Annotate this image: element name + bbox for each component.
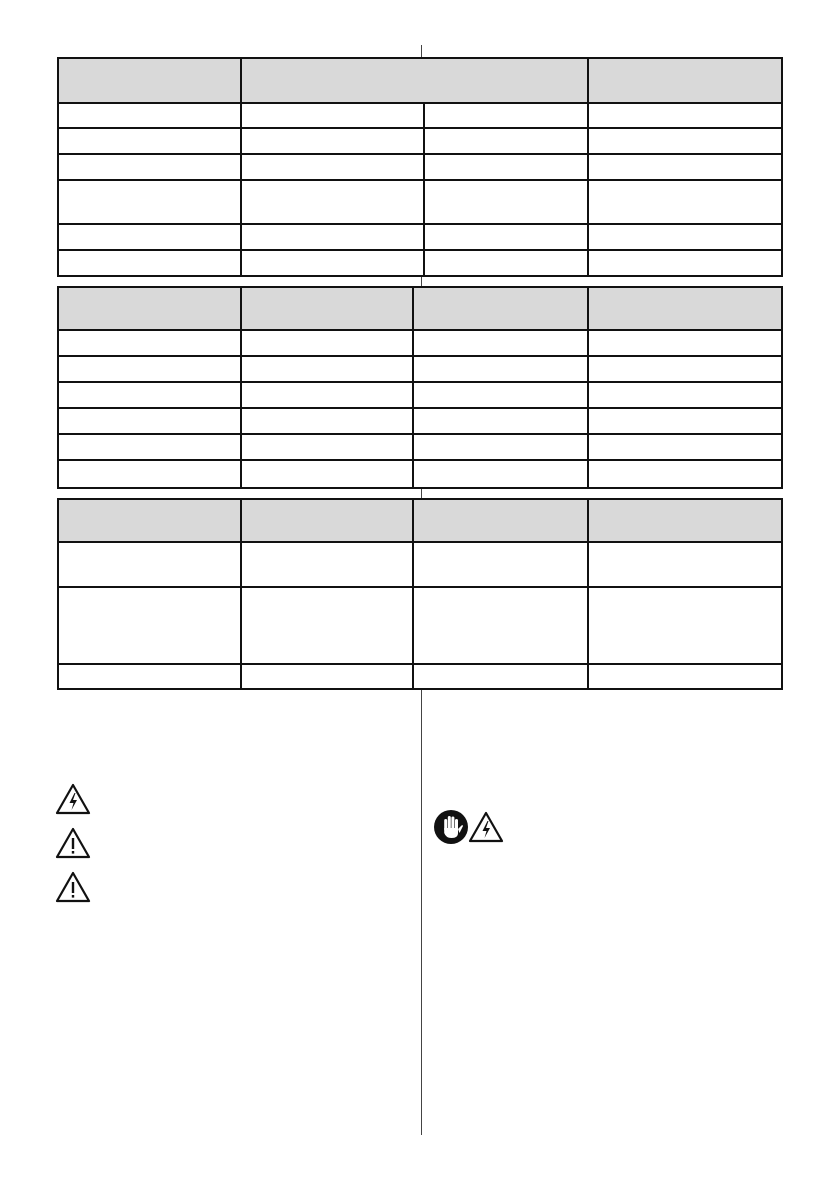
table-row bbox=[59, 383, 781, 409]
table-cell bbox=[423, 104, 587, 127]
table-cell bbox=[240, 331, 412, 355]
table-row bbox=[59, 461, 781, 487]
table-cell bbox=[412, 357, 587, 381]
table-row bbox=[59, 331, 781, 357]
table-cell bbox=[240, 461, 412, 487]
general-warning-icon bbox=[55, 827, 91, 859]
table-header-row bbox=[59, 288, 781, 331]
table-cell bbox=[59, 155, 240, 179]
table-row bbox=[59, 665, 781, 688]
table-cell bbox=[587, 104, 781, 127]
table-cell bbox=[423, 251, 587, 275]
table-row bbox=[59, 155, 781, 181]
table-cell bbox=[240, 225, 423, 249]
table-cell bbox=[59, 435, 240, 459]
table-cell bbox=[587, 155, 781, 179]
header-cell bbox=[412, 500, 587, 541]
table-cell bbox=[59, 331, 240, 355]
header-cell bbox=[59, 500, 240, 541]
table-cell bbox=[587, 331, 781, 355]
header-cell-merged bbox=[240, 59, 587, 102]
table-cell bbox=[59, 665, 240, 688]
table-row bbox=[59, 225, 781, 251]
header-cell bbox=[240, 500, 412, 541]
table-cell bbox=[240, 409, 412, 433]
table-row bbox=[59, 251, 781, 275]
table-cell bbox=[240, 383, 412, 407]
header-cell bbox=[240, 288, 412, 329]
table-cell bbox=[412, 409, 587, 433]
table-row bbox=[59, 543, 781, 588]
table-cell bbox=[412, 383, 587, 407]
table-cell bbox=[587, 409, 781, 433]
table-cell bbox=[412, 543, 587, 586]
table-cell bbox=[423, 129, 587, 153]
table-cell bbox=[587, 543, 781, 586]
table-row bbox=[59, 129, 781, 155]
table-cell bbox=[240, 104, 423, 127]
table-cell bbox=[412, 435, 587, 459]
header-cell bbox=[59, 288, 240, 329]
table-cell bbox=[587, 225, 781, 249]
table-cell bbox=[587, 665, 781, 688]
table-2 bbox=[57, 286, 783, 489]
table-cell bbox=[59, 461, 240, 487]
table-cell bbox=[59, 357, 240, 381]
electric-shock-warning-icon bbox=[55, 783, 91, 815]
table-header-row bbox=[59, 500, 781, 543]
table-cell bbox=[59, 225, 240, 249]
table-cell bbox=[412, 588, 587, 663]
table-cell bbox=[240, 129, 423, 153]
table-row bbox=[59, 181, 781, 225]
table-header-row bbox=[59, 59, 781, 104]
header-cell bbox=[59, 59, 240, 102]
table-cell bbox=[240, 435, 412, 459]
table-row bbox=[59, 357, 781, 383]
header-cell bbox=[587, 59, 781, 102]
table-cell bbox=[59, 543, 240, 586]
table-cell bbox=[240, 357, 412, 381]
table-cell bbox=[587, 383, 781, 407]
table-cell bbox=[587, 357, 781, 381]
table-cell bbox=[59, 104, 240, 127]
hand-stop-icon bbox=[433, 809, 469, 845]
table-cell bbox=[59, 251, 240, 275]
table-cell bbox=[240, 155, 423, 179]
table-cell bbox=[59, 588, 240, 663]
header-cell bbox=[412, 288, 587, 329]
electric-shock-warning-icon bbox=[468, 811, 504, 843]
table-cell bbox=[240, 665, 412, 688]
table-row bbox=[59, 409, 781, 435]
table-cell bbox=[412, 461, 587, 487]
general-warning-icon bbox=[55, 871, 91, 903]
table-cell bbox=[240, 588, 412, 663]
header-cell bbox=[587, 288, 781, 329]
table-cell bbox=[587, 588, 781, 663]
table-row bbox=[59, 435, 781, 461]
table-cell bbox=[587, 435, 781, 459]
table-cell bbox=[412, 665, 587, 688]
table-cell bbox=[59, 129, 240, 153]
table-cell bbox=[587, 461, 781, 487]
header-cell bbox=[587, 500, 781, 541]
table-1 bbox=[57, 57, 783, 277]
table-cell bbox=[423, 225, 587, 249]
table-row bbox=[59, 588, 781, 665]
table-cell bbox=[423, 155, 587, 179]
table-cell bbox=[59, 409, 240, 433]
table-cell bbox=[240, 251, 423, 275]
table-3 bbox=[57, 498, 783, 690]
table-row bbox=[59, 104, 781, 129]
table-cell bbox=[240, 543, 412, 586]
table-cell bbox=[412, 331, 587, 355]
table-cell bbox=[423, 181, 587, 223]
table-cell bbox=[587, 251, 781, 275]
table-cell bbox=[587, 181, 781, 223]
table-cell bbox=[587, 129, 781, 153]
table-cell bbox=[59, 181, 240, 223]
table-cell bbox=[240, 181, 423, 223]
table-cell bbox=[59, 383, 240, 407]
